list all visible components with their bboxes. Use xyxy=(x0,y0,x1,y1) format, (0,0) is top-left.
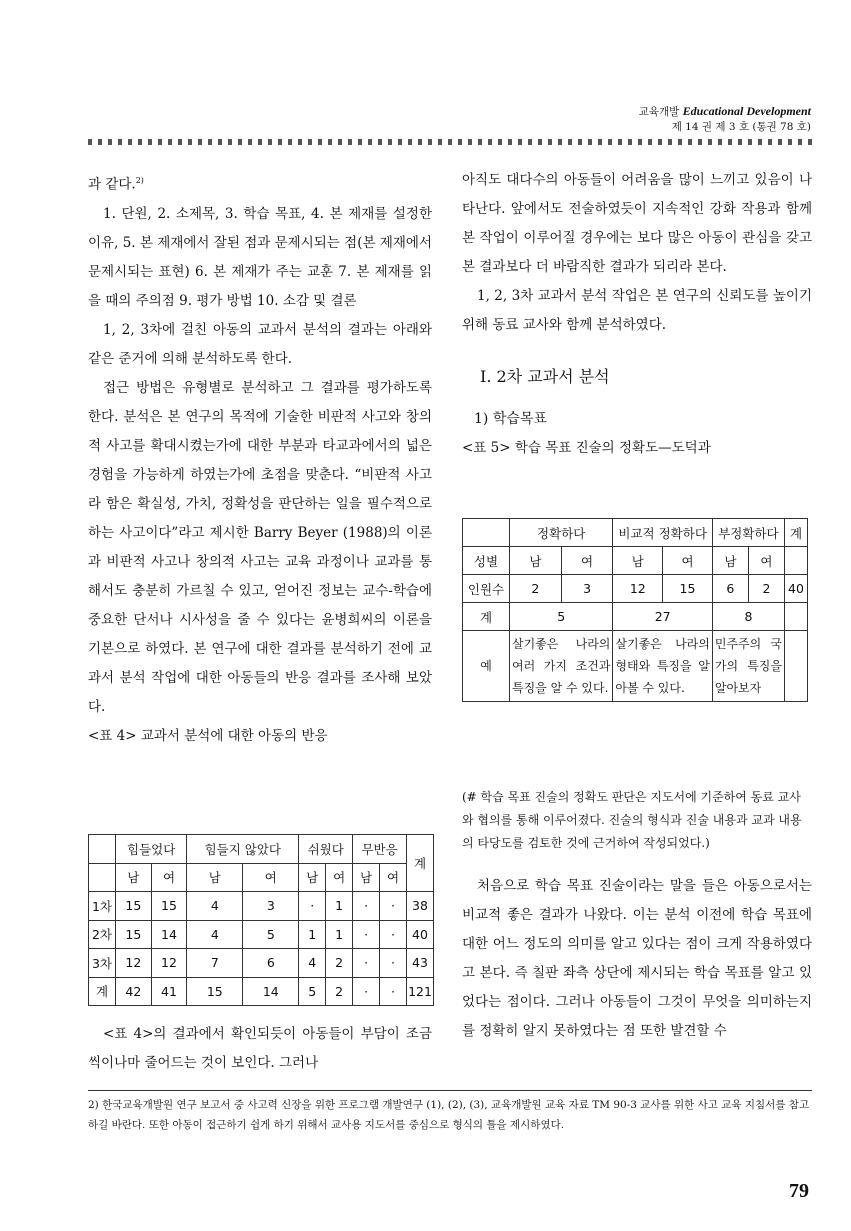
table-row: 1차 15 15 4 3 · 1 · · 38 xyxy=(89,892,434,921)
table-header: 계 xyxy=(785,519,808,547)
table-header: 쉬웠다 xyxy=(299,835,353,864)
table-row: 예 살기좋은 나라의 여러 가지 조건과 특징을 알 수 있다. 살기좋은 나라의 형태와 특징을 알아볼 수 있다. 민주주의 국가의 특징을 알아보자 xyxy=(463,631,808,702)
table-5 xyxy=(462,518,808,702)
footnote: 2) 한국교육개발원 연구 보고서 중 사고력 신장을 위한 프로그램 개발연구 (1), (2), (3), 교육개발원 교육 자료 TM 90-3 교사를 위한 사고 교육 지침서를 참고하길 바란다. 또한 아동이 접근하기 쉽게 하기 위해서 교사용 지도서를 중심으로 형식의 틀을 제시하였다. xyxy=(88,1099,810,1131)
table-row: 2차 15 14 4 5 1 1 · · 40 xyxy=(89,920,434,949)
table-row: 성별 남 여 남 여 남 여 xyxy=(463,547,808,575)
journal-title-en: Educational Development xyxy=(682,104,811,118)
table-header: 힘들지 않았다 xyxy=(187,835,299,864)
table-header: 계 xyxy=(407,835,434,892)
paragraph: 1. 단원, 2. 소제목, 3. 학습 목표, 4. 본 제재를 설정한 이유, 5. 본 제재에서 잘된 점과 문제시되는 점(본 제재에서 문제시되는 표현) 6. 본 제재가 주는 교훈 7. 본 제재를 읽을 때의 주의점 9. 평가 방법 10. 소감 및 결론 xyxy=(88,205,432,309)
table-header: 비교적 정확하다 xyxy=(613,519,712,547)
paragraph: 처음으로 학습 목표 진술이라는 말을 들은 아동으로서는 비교적 좋은 결과가 나왔다. 이는 분석 이전에 학습 목표에 대한 어느 정도의 의미를 알고 있다는 점이 크게 작용하였다고 본다. 즉 칠판 좌측 상단에 제시되는 학습 목표를 알고 있었다는 점이다. 그러나 아동들이 그것이 무엇을 의미하는지를 정확히 알지 못하였다는 점 또한 발견할 수 xyxy=(462,878,812,1039)
table-row: 인원수 2 3 12 15 6 2 40 xyxy=(463,575,808,603)
table-4: 힘들었다 힘들지 않았다 쉬웠다 무반응 계 남 여 남 여 남 여 남 여 1차 15 15 4 3 · 1 · · 38 2차 15 14 4 5 1 1 · · 40 3차 12 12 7 6 4 2 · · 43 계 42 41 15 14 5 2 · · 121 xyxy=(88,834,434,1006)
table-header: 힘들었다 xyxy=(116,835,187,864)
running-header xyxy=(639,104,811,135)
right-column xyxy=(462,166,812,463)
footnote-rule xyxy=(88,1090,812,1091)
footnote-ref: 2) xyxy=(135,176,144,185)
section-heading: Ⅰ. 2차 교과서 분석 xyxy=(480,367,610,386)
subsection-heading: 1) 학습목표 xyxy=(474,411,547,427)
right-column-bottom xyxy=(462,872,812,1046)
table-row: 3차 12 12 7 6 4 2 · · 43 xyxy=(89,949,434,978)
table-note: (# 학습 목표 진술의 정확도 판단은 지도서에 기준하여 동료 교사와 협의를 통해 이루어졌다. 진술의 형식과 진술 내용과 교과 내용의 타당도를 검토한 것에 근거하여 작성되었다.) xyxy=(462,790,802,850)
paragraph: 접근 방법은 유형별로 분석하고 그 결과를 평가하도록 한다. 분석은 본 연구의 목적에 기술한 비판적 사고와 창의적 사고를 확대시켰는가에 대한 부분과 타교과에서의 넓은 경험을 가능하게 하였는가에 초점을 맞춘다. “비판적 사고라 함은 확실성, 가치, 정확성을 판단하는 일을 필수적으로 하는 사고이다”라고 제시한 Barry Beyer (1988)의 이론과 비판적 사고나 창의적 사고는 교육 과정이나 교과를 통해서도 충분히 가르칠 수 있고, 얻어진 정보는 교수-학습에 중요한 단서나 시사성을 줄 수 있다는 윤병희씨의 이론을 기본으로 하였다. 본 연구에 대한 결과를 분석하기 전에 교과서 분석 작업에 대한 아동들의 반응 결과를 조사해 보았다. xyxy=(88,379,432,715)
table-row: 계 5 27 8 xyxy=(463,603,808,631)
paragraph: <표 4>의 결과에서 확인되듯이 아동들이 부담이 조금씩이나마 줄어드는 것이 보인다. 그러나 xyxy=(88,1026,432,1071)
table-4-caption: <표 4> 교과서 분석에 대한 아동의 반응 xyxy=(88,727,328,744)
table-5-caption: <표 5> 학습 목표 진술의 정확도—도덕과 xyxy=(462,440,711,456)
table-header: 무반응 xyxy=(353,835,407,864)
page-number: 79 xyxy=(789,1180,809,1202)
left-column xyxy=(88,166,432,751)
table-header: 부정확하다 xyxy=(712,519,784,547)
paragraph: 1, 2, 3차 교과서 분석 작업은 본 연구의 신뢰도를 높이기 위해 동료 교사와 함께 분석하였다. xyxy=(462,288,812,333)
table-row: 계 42 41 15 14 5 2 · · 121 xyxy=(89,977,434,1006)
dotted-rule xyxy=(88,139,812,145)
table-header: 정확하다 xyxy=(510,519,613,547)
issue-info: 제 14 권 제 3 호 (통권 78 호) xyxy=(671,121,811,133)
journal-title-ko: 교육개발 xyxy=(638,106,680,118)
paragraph: 아직도 대다수의 아동들이 어려움을 많이 느끼고 있음이 나타난다. 앞에서도 전술하였듯이 지속적인 강화 작용과 함께 본 작업이 이루어질 경우에는 보다 많은 아동이 관심을 갖고 본 결과보다 더 바람직한 결과가 되리라 본다. xyxy=(462,172,812,275)
paragraph: 과 같다.$^{2)}$ xyxy=(88,176,144,193)
paragraph: 1, 2, 3차에 걸친 아동의 교과서 분석의 결과는 아래와 같은 준거에 의해 분석하도록 한다. xyxy=(88,321,432,367)
left-column-bottom xyxy=(88,1020,432,1078)
